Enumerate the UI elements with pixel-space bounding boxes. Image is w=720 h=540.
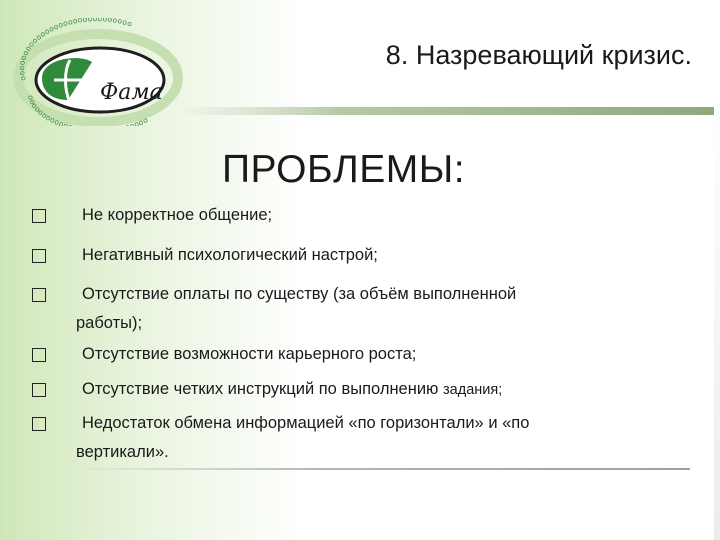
list-item-text bbox=[82, 375, 682, 405]
list-item-text bbox=[82, 201, 682, 230]
checkbox-icon bbox=[32, 288, 46, 302]
item-label: Не корректное общение; bbox=[82, 206, 273, 224]
svg-text:ооооооооооооооооооооооооооооо: ооооооооооооооооооооооооооооо bbox=[17, 18, 134, 82]
checkbox-icon bbox=[32, 383, 46, 397]
problems-heading: ПРОБЛЕМЫ: bbox=[222, 148, 466, 191]
slide-edge-shadow bbox=[714, 100, 720, 540]
checkbox-icon bbox=[32, 348, 46, 362]
checkbox-icon bbox=[32, 417, 46, 431]
list-item-text bbox=[82, 340, 682, 369]
header-divider bbox=[180, 107, 720, 115]
item-label: Недостаток обмена информацией «по горизонтали» и «по bbox=[82, 414, 530, 432]
item-label: Отсутствие возможности карьерного роста; bbox=[82, 345, 417, 363]
footer-divider bbox=[70, 468, 690, 470]
slide-title: 8. Назревающий кризис. bbox=[385, 40, 692, 70]
checkbox-icon bbox=[32, 209, 46, 223]
fama-logo-icon bbox=[8, 18, 184, 126]
checkbox-icon bbox=[32, 249, 46, 263]
item-label: Отсутствие оплаты по существу (за объём выполненной bbox=[82, 285, 517, 303]
list-item-text bbox=[76, 409, 682, 467]
company-logo bbox=[8, 18, 184, 126]
svg-text:оооооооооооооооооооооооооооо: ооооооооооо оооо bbox=[25, 94, 150, 126]
logo-text: Фама bbox=[100, 80, 163, 105]
item-label: Отсутствие четких инструкций по выполнению bbox=[82, 380, 444, 398]
item-label-continuation: вертикали». bbox=[76, 443, 169, 461]
item-label-continuation: работы); bbox=[76, 314, 143, 332]
item-label-small: задания; bbox=[443, 382, 503, 398]
list-item-text bbox=[82, 241, 682, 270]
item-label: Негативный психологический настрой; bbox=[82, 246, 378, 264]
list-item-text bbox=[76, 280, 682, 338]
